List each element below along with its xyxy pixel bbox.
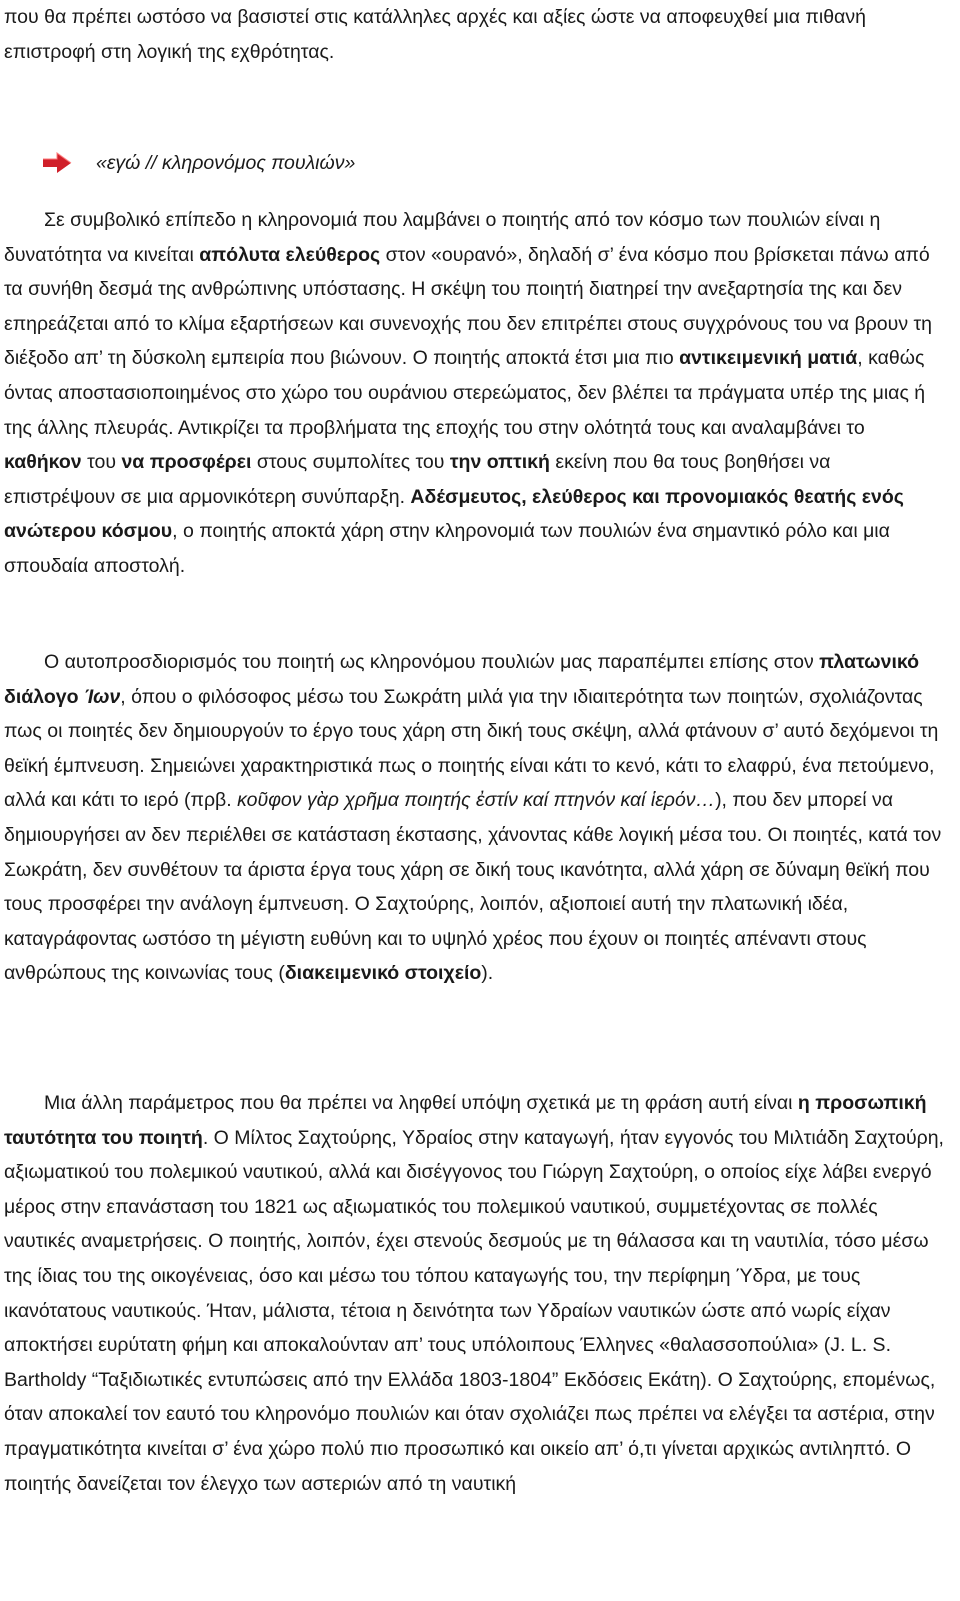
text-run: που θα πρέπει ωστόσο να βασιστεί στις κατάλληλες αρχές και αξίες ώστε να αποφευχθεί μια πιθανή επιστροφή στη λογική της εχθρότητας. — [4, 6, 866, 63]
paragraph-intro — [4, 0, 944, 69]
text-run: εκείνη που θα τους βοηθήσει να επιστρέψουν σε μια αρμονικότερη συνύπαρξη. — [4, 451, 831, 508]
text-run: , καθώς όντας αποστασιοποιημένος στο χώρο του ουράνιου στερεώματος, δεν βλέπει τα πράγματα υπέρ της μιας ή της άλλης πλευράς. Αντικρίζει τα προβλήματα της εποχής του στην ολότητά τους και αναλαμβάνει το — [4, 347, 926, 439]
text-run: αντικειμενική ματιά — [679, 347, 858, 370]
paragraph-birds-heritage — [4, 203, 944, 584]
text-run: . Ο Μίλτος Σαχτούρης, Υδραίος στην καταγωγή, ήταν εγγονός του Μιλτιάδη Σαχτούρη, αξιωματικού του πολεμικού ναυτικού, αλλά και δισέγγονος του Γιώργη Σαχτούρη, ο οποίος είχε λάβει ενεργό μέρος στην επανάσταση του 1821 ως αξιωματικός του πολεμικού ναυτικού, συμμετέχοντας σε πολλές ναυτικές αναμετρήσεις. Ο ποιητής, λοιπόν, έχει στενούς δεσμούς με τη θάλασσα και τη ναυτιλία, τόσο μέσω της ίδιας του της οικογένειας, όσο και μέσω του τόπου καταγωγής του, την περίφημη Ύδρα, με τους ικανότατους ναυτικούς. Ήταν, μάλιστα, τέτοια η δεινότητα των Υδραίων ναυτικών ώστε από νωρίς είχαν αποκτήσει ευρύτατη φήμη και αποκαλούνταν απ’ τους υπόλοιπους Έλληνες «θαλασσοπούλια» (J. L. S. Bartholdy “Ταξιδιωτικές εντυπώσεις από την Ελλάδα 1803-1804” Εκδόσεις Εκάτη). Ο Σαχτούρης, επομένως, όταν αποκαλεί τον εαυτό του κληρονόμο πουλιών και όταν σχολιάζει πως πρέπει να ελέγξει τα αστέρια, στην πραγματικότητα κινείται σ’ ένα χώρο πολύ πιο προσωπικό και οικείο απ’ ό,τι γίνεται αρχικώς αντιληπτό. Ο ποιητής δανείζεται τον έλεγχο των αστεριών από τη ναυτική — [4, 1126, 944, 1495]
text-run: ). — [481, 962, 494, 985]
text-run: ), που δεν μπορεί να δημιουργήσει αν δεν περιέλθει σε κατάσταση έκστασης, χάνοντας κάθε λογική μέσα του. Οι ποιητές, κατά τον Σωκράτη, δεν συνθέτουν τα άριστα έργα τους χάρη σε δική τους ικανότητα, αλλά χάρη σε δύναμη θεϊκή που τους προσφέρει την ανάλογη έμπνευση. Ο Σαχτούρης, λοιπόν, αξιοποιεί αυτή την πλατωνική ιδέα, καταγράφοντας ωστόσο τη μέγιστη ευθύνη και το υψηλό χρέος που έχουν οι ποιητές απέναντι στους ανθρώπους της κοινωνίας τους ( — [4, 789, 942, 985]
paragraph-plato-ion — [4, 645, 944, 991]
text-run: διακειμενικό στοιχείο — [284, 962, 482, 985]
text-run: Ίων — [83, 685, 121, 708]
text-run: καθήκον — [4, 451, 82, 474]
text-run: στον «ουρανό», δηλαδή σ’ ένα κόσμο που βρίσκεται πάνω από τα συνήθη δεσμά της ανθρώπινης υπόστασης. Η σκέψη του ποιητή διατηρεί την ανεξαρτησία της και δεν επηρεάζεται από το κλίμα εξαρτήσεων και συνενοχής που δεν επιτρέπει στους συγχρόνους του να βρουν τη διέξοδο απ’ τη δύσκολη εμπειρία που βιώνουν. Ο ποιητής αποκτά έτσι μια πιο — [4, 243, 933, 370]
text-run: , ο ποιητής αποκτά χάρη στην κληρονομιά των πουλιών ένα σημαντικό ρόλο και μια σπουδαία αποστολή. — [4, 520, 890, 577]
text-run: Μια άλλη παράμετρος που θα πρέπει να ληφθεί υπόψη σχετικά με τη φράση αυτή είναι — [44, 1092, 798, 1114]
text-run: απόλυτα ελεύθερος — [199, 243, 381, 266]
text-run: , όπου ο φιλόσοφος μέσω του Σωκράτη μιλά για την ιδιαιτερότητα των ποιητών, σχολιάζοντας πως οι ποιητές δεν δημιουργούν το έργο τους χάρη στη δική τους σκέψη, αλλά φτάνουν σ’ αυτό δεχόμενοι τη θεϊκή έμπνευση. Σημειώνει χαρακτηριστικά πως ο ποιητής είναι κάτι το κενό, κάτι το ελαφρύ, ένα πετούμενο, αλλά και κάτι το ιερό (πρβ. — [4, 685, 939, 812]
bullet-heading — [42, 146, 355, 180]
text-run: Αδέσμευτος, ελεύθερος και προνομιακός θεατής ενός ανώτερου κόσμου — [4, 485, 904, 543]
text-run: η προσωπική ταυτότητα του ποιητή — [4, 1092, 927, 1149]
text-run: Ο αυτοπροσδιορισμός του ποιητή ως κληρονόμου πουλιών μας παραπέμπει επίσης στον — [44, 651, 820, 673]
text-run: του — [81, 451, 122, 474]
text-run: να προσφέρει — [121, 451, 252, 474]
right-arrow-icon — [42, 152, 72, 174]
text-run: κοῦφον γὰρ χρῆμα ποιητής ἐστίν καί πτηνόν καί ἱερόν… — [237, 789, 716, 812]
text-run: Σε συμβολικό επίπεδο η κληρονομιά που λαμβάνει ο ποιητής από τον κόσμο των πουλιών είναι η δυνατότητα να κινείται — [4, 209, 881, 266]
text-run: πλατωνικό διάλογο — [4, 651, 920, 708]
text-run: την οπτική — [449, 451, 550, 474]
paragraph-personal-identity — [4, 1086, 944, 1501]
text-run — [84, 686, 120, 708]
bullet-heading-text: «εγώ // κληρονόμος πουλιών» — [96, 151, 356, 174]
text-run: στους συμπολίτες του — [251, 451, 450, 474]
